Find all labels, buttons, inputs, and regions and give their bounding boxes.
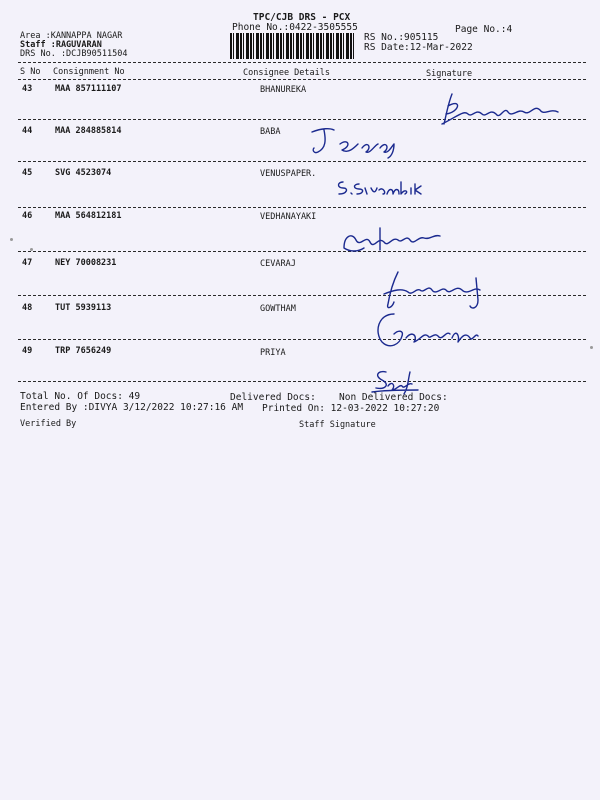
- signature-jessy: [308, 124, 398, 160]
- row-divider: [18, 161, 586, 162]
- signature-s-sivambika: [335, 178, 425, 198]
- total-docs: Total No. Of Docs: 49: [20, 391, 141, 402]
- entered-by: Entered By :DIVYA 3/12/2022 10:27:16 AM: [20, 402, 244, 413]
- row-sno: 44: [22, 126, 33, 136]
- printed-on: Printed On: 12-03-2022 10:27:20: [262, 403, 440, 414]
- rs-date: RS Date:12-Mar-2022: [364, 42, 473, 53]
- row-sno: 47: [22, 258, 33, 268]
- row-divider: [18, 295, 586, 296]
- phone-number: Phone No.:0422-3505555: [232, 22, 358, 33]
- row-consignee: VEDHANAYAKI: [260, 212, 317, 222]
- row-divider: [18, 339, 586, 340]
- row-consignment: MAA 857111107: [55, 84, 122, 94]
- scan-speck: [30, 248, 33, 251]
- signature-gowtham: [372, 308, 482, 356]
- row-consignment: TUT 5939113: [55, 303, 112, 313]
- row-sno: 46: [22, 211, 33, 221]
- signature-bhanurekha: [438, 90, 568, 130]
- row-sno: 48: [22, 303, 33, 313]
- col-consignee: Consignee Details: [243, 68, 330, 78]
- staff-label: Staff :RAGUVARAN: [20, 40, 102, 50]
- col-signature: Signature: [426, 69, 473, 79]
- row-consignment: MAA 284885814: [55, 126, 122, 136]
- row-consignment: TRP 7656249: [55, 346, 112, 356]
- row-divider: [18, 381, 586, 382]
- scan-speck: [590, 346, 593, 349]
- row-consignee: PRIYA: [260, 348, 286, 358]
- signature-vedhanayaki: [340, 222, 450, 258]
- delivered-docs: Delivered Docs:: [230, 392, 316, 403]
- verified-by: Verified By: [20, 419, 77, 429]
- row-consignee: VENUSPAPER.: [260, 169, 317, 179]
- row-consignment: MAA 564812181: [55, 211, 122, 221]
- area-label: Area :KANNAPPA NAGAR: [20, 31, 123, 41]
- drs-number: DRS No. :DCJB90511504: [20, 49, 128, 59]
- rs-number: RS No.:905115: [364, 32, 439, 43]
- row-sno: 49: [22, 346, 33, 356]
- row-sno: 43: [22, 84, 33, 94]
- row-sno: 45: [22, 168, 33, 178]
- row-consignment: SVG 4523074: [55, 168, 112, 178]
- staff-signature-label: Staff Signature: [299, 420, 376, 430]
- report-title: TPC/CJB DRS - PCX: [253, 12, 351, 23]
- col-consignment: Consignment No: [53, 67, 125, 77]
- non-delivered-docs: Non Delivered Docs:: [339, 392, 448, 403]
- row-consignee: CEVARAJ: [260, 259, 296, 269]
- page-number: Page No.:4: [455, 24, 513, 35]
- row-consignee: BABA: [260, 127, 281, 137]
- header-divider-top: [18, 62, 586, 63]
- row-divider: [18, 251, 586, 252]
- barcode: [230, 33, 356, 59]
- col-sno: S No: [20, 67, 41, 77]
- row-consignment: NEY 70008231: [55, 258, 117, 268]
- row-consignee: GOWTHAM: [260, 304, 296, 314]
- row-consignee: BHANUREKA: [260, 85, 307, 95]
- scan-speck: [10, 238, 13, 241]
- row-divider: [18, 207, 586, 208]
- header-divider-bottom: [18, 79, 586, 80]
